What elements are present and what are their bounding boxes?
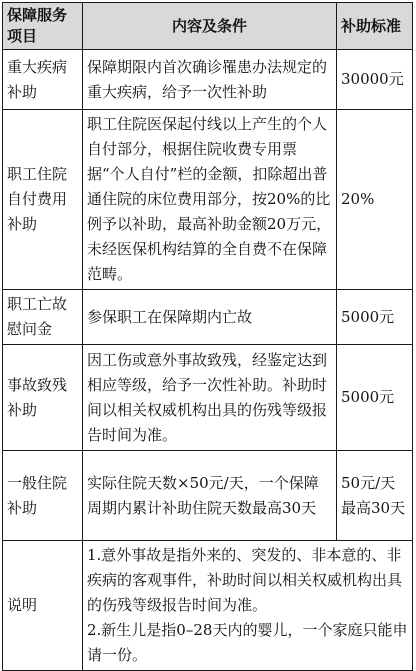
note-line-2: 2.新生儿是指0–28天内的婴儿，一个家庭只能申请一份。 bbox=[87, 621, 408, 664]
header-amount: 补助标准 bbox=[337, 3, 413, 50]
row-item: 重大疾病补助 bbox=[3, 50, 83, 110]
table-row bbox=[3, 345, 413, 451]
note-label: 说明 bbox=[3, 541, 83, 671]
row-content: 职工住院医保起付线以上产生的个人自付部分，根据住院收费专用票据“个人自付”栏的金额，扣除超出普通住院的床位费用部分，按20%的比例予以补助，最高补助金额20万元，未经医保机构结算的全自费不在保障范畴。 bbox=[83, 110, 337, 290]
row-amount: 20% bbox=[337, 110, 413, 290]
note-content bbox=[83, 541, 413, 671]
row-content: 参保职工在保障期内亡故 bbox=[83, 290, 337, 345]
header-item: 保障服务项目 bbox=[3, 3, 83, 50]
row-content: 实际住院天数×50元/天，一个保障周期内累计补助住院天数最高30天 bbox=[83, 451, 337, 541]
note-row bbox=[3, 541, 413, 671]
row-amount: 5000元 bbox=[337, 345, 413, 451]
header-content: 内容及条件 bbox=[83, 3, 337, 50]
row-item: 职工住院自付费用补助 bbox=[3, 110, 83, 290]
table-header-row bbox=[3, 3, 413, 50]
row-amount: 30000元 bbox=[337, 50, 413, 110]
row-item: 一般住院补助 bbox=[3, 451, 83, 541]
table-row bbox=[3, 110, 413, 290]
row-item: 职工亡故慰问金 bbox=[3, 290, 83, 345]
table-row bbox=[3, 50, 413, 110]
row-amount: 50元/天最高30天 bbox=[337, 451, 413, 541]
note-line-1: 1.意外事故是指外来的、突发的、非本意的、非疾病的客观事件，补助时间以相关权威机构出具的伤残等级报告时间为准。 bbox=[87, 546, 403, 614]
row-content: 保障期限内首次确诊罹患办法规定的重大疾病，给予一次性补助 bbox=[83, 50, 337, 110]
row-item: 事故致残补助 bbox=[3, 345, 83, 451]
table-row bbox=[3, 290, 413, 345]
benefits-table-container bbox=[2, 2, 412, 664]
row-amount: 5000元 bbox=[337, 290, 413, 345]
benefits-table bbox=[2, 2, 413, 671]
row-content: 因工伤或意外事故致残，经鉴定达到相应等级，给予一次性补助。补助时间以相关权威机构出具的伤残等级报告时间为准。 bbox=[83, 345, 337, 451]
table-row bbox=[3, 451, 413, 541]
